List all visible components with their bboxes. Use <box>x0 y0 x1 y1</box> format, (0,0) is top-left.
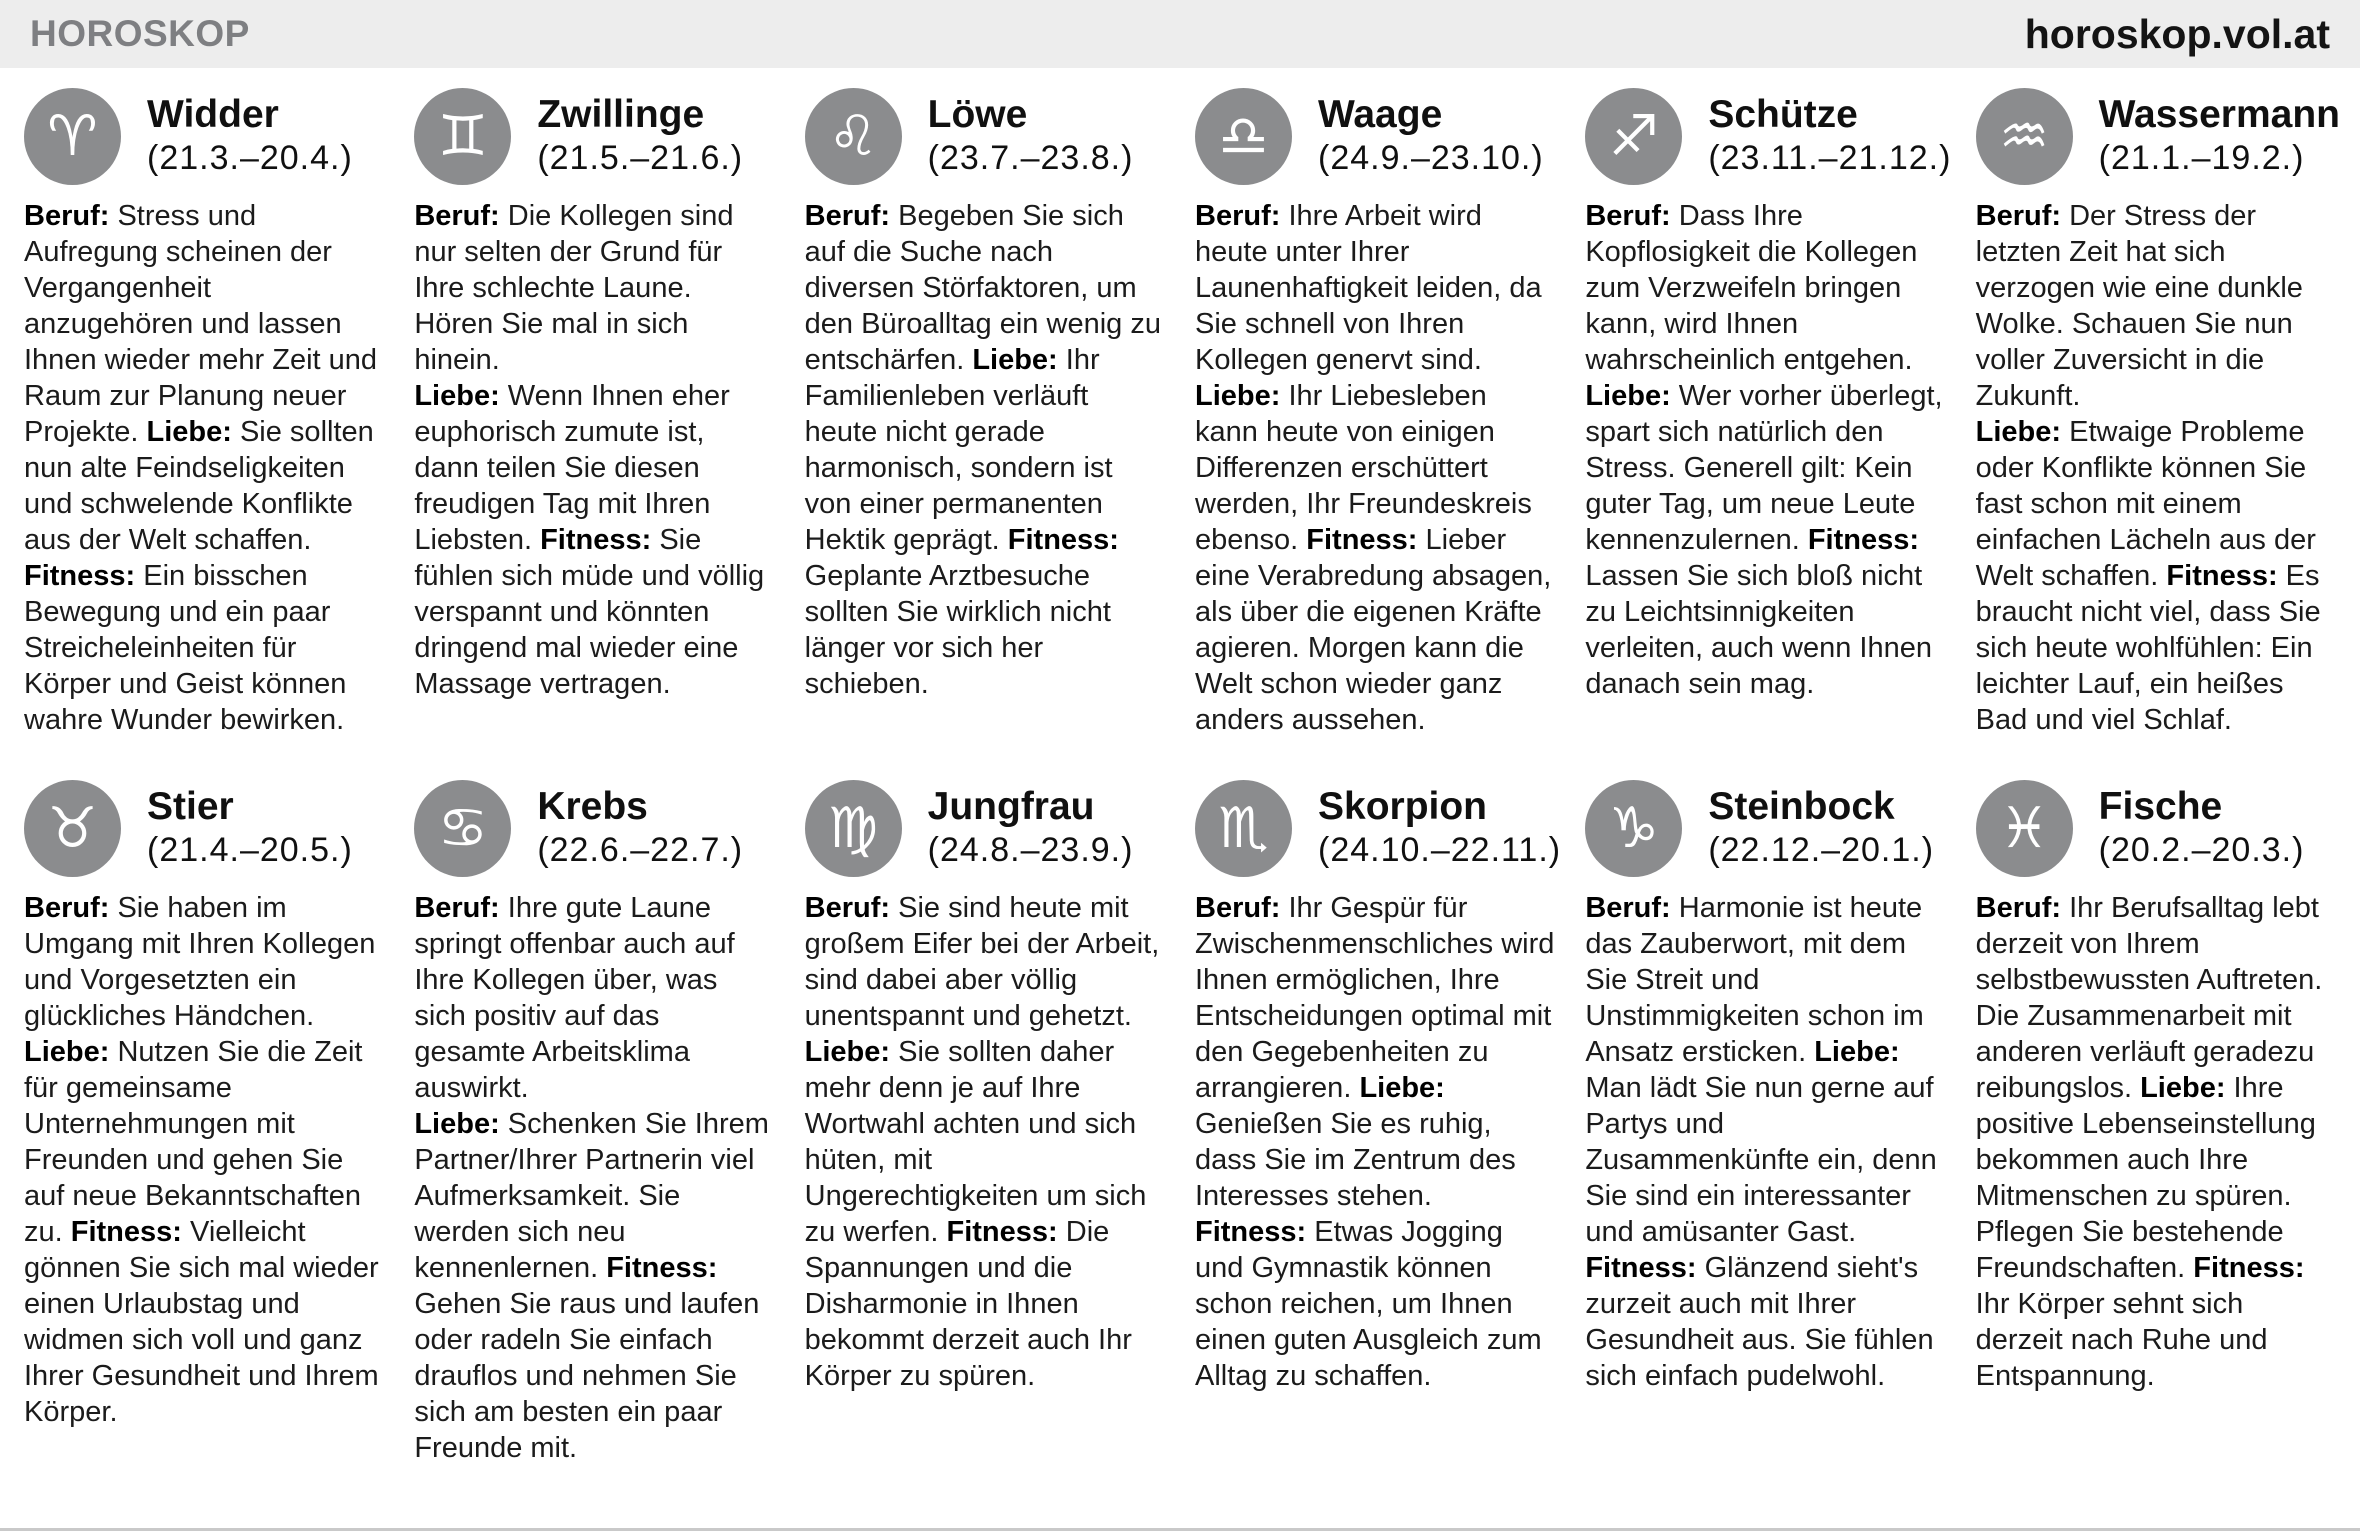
sign-name: Krebs <box>537 784 648 828</box>
sign-name: Skorpion <box>1318 784 1488 828</box>
masthead <box>0 0 2360 68</box>
sign-header <box>24 88 384 185</box>
zodiac-circle-icon <box>24 780 121 877</box>
aries-ram-icon: ♈ <box>47 103 98 169</box>
sign-body: Beruf: Harmonie ist heute das Zauberwort, mit dem Sie Streit und Unstimmigkeiten schon im Ansatz ersticken. Liebe: Man lädt Sie nun gerne auf Partys und Zusammenkünfte ein, denn Sie sind ein interessanter und amüsanter Gast. Fitness: Glänzend sieht's zurzeit auch mit Ihrer Gesundheit aus. Sie fühlen sich einfach pudelwohl. <box>1585 892 1937 1392</box>
taurus-bull-icon: ♉ <box>47 795 98 861</box>
sign-dates: (21.5.–21.6.) <box>537 138 744 177</box>
zodiac-circle-icon <box>414 780 511 877</box>
zodiac-circle-icon <box>24 88 121 185</box>
cancer-crab-icon: ♋ <box>437 795 488 861</box>
sign-body: Beruf: Dass Ihre Kopflosigkeit die Kollegen zum Verzweifeln bringen kann, wird Ihnen wahrscheinlich entgehen. Liebe: Wer vorher überlegt, spart sich natürlich den Stress. Generell gilt: Kein guter Tag, um neue Leute kennenzulernen. Fitness: Lassen Sie sich bloß nicht zu Leichtsinnigkeiten verleiten, auch wenn Ihnen danach sein mag. <box>1585 200 1943 700</box>
sign-header <box>1976 780 2336 877</box>
sign-header <box>805 88 1165 185</box>
sign-name: Widder <box>147 92 279 136</box>
sign-body: Beruf: Sie sind heute mit großem Eifer bei der Arbeit, sind dabei aber völlig unentspannt und gehetzt. Liebe: Sie sollten daher mehr denn je auf Ihre Wortwahl achten und sich hüten, mit Ungerechtigkeiten um sich zu werfen. Fitness: Die Spannungen und die Disharmonie in Ihnen bekommt derzeit auch Ihr Körper zu spüren. <box>804 892 1160 1392</box>
sign-body: Beruf: Ihre Arbeit wird heute unter Ihrer Launenhaftigkeit leiden, da Sie schnell von Ihren Kollegen genervt sind. Liebe: Ihr Liebesleben kann heute von einigen Differenzen erschüttert werden, Ihr Freundeskreis ebenso. Fitness: Lieber eine Verabredung absagen, als über die eigenen Kräfte agieren. Morgen kann die Welt schon wieder ganz anders aussehen. <box>1195 200 1552 736</box>
sign-card-fische <box>1976 780 2336 1466</box>
sign-header <box>414 780 774 877</box>
sign-dates: (21.1.–19.2.) <box>2098 138 2305 177</box>
zodiac-circle-icon <box>805 780 902 877</box>
sign-name: Steinbock <box>1708 784 1895 828</box>
sign-titles <box>928 786 1134 871</box>
site-url-text: horoskop.vol.at <box>2024 10 2330 57</box>
aquarius-waterjug-icon: ♒ <box>1999 103 2050 169</box>
sign-dates: (21.3.–20.4.) <box>147 138 353 177</box>
sign-card-wassermann <box>1975 88 2340 738</box>
sign-header <box>1195 780 1562 877</box>
sign-header <box>414 88 774 185</box>
sign-body: Beruf: Der Stress der letzten Zeit hat sich verzogen wie eine dunkle Wolke. Schauen Sie nun voller Zuversicht in die Zukunft. Liebe: Etwaige Probleme oder Konflikte können Sie fast schon mit einem einfachen Lächeln aus der Welt schaffen. Fitness: Es braucht nicht viel, dass Sie sich heute wohlfühlen: Ein leichter Lauf, ein heißes Bad und viel Schlaf. <box>1975 200 2321 736</box>
libra-scales-icon: ♎ <box>1218 103 1269 169</box>
pisces-fishes-icon: ♓ <box>1999 795 2050 861</box>
sign-body: Beruf: Sie haben im Umgang mit Ihren Kollegen und Vorgesetzten ein glückliches Händchen. Liebe: Nutzen Sie die Zeit für gemeinsame Unternehmungen mit Freunden und gehen Sie auf neue Bekanntschaften zu. Fitness: Vielleicht gönnen Sie sich mal wieder einen Urlaubstag und widmen sich voll und ganz Ihrer Gesundheit und Ihrem Körper. <box>24 892 379 1428</box>
sagittarius-bow-icon: ♐ <box>1608 103 1659 169</box>
sign-card-steinbock <box>1585 780 1945 1466</box>
sign-card-waage <box>1195 88 1555 738</box>
sign-name: Wassermann <box>2098 92 2340 136</box>
sign-titles <box>537 786 743 871</box>
sign-card-stier <box>24 780 384 1466</box>
sign-header <box>1585 780 1945 877</box>
sign-name: Schütze <box>1708 92 1858 136</box>
sign-dates: (23.11.–21.12.) <box>1708 138 1952 177</box>
zodiac-circle-icon <box>1195 780 1292 877</box>
sign-header <box>805 780 1165 877</box>
sign-dates: (24.8.–23.9.) <box>927 830 1134 869</box>
sign-name: Waage <box>1318 92 1443 136</box>
sign-dates: (24.9.–23.10.) <box>1318 138 1544 177</box>
sign-card-loewe <box>805 88 1165 738</box>
gemini-twins-icon: ♊ <box>437 103 488 169</box>
sign-header <box>1585 88 1952 185</box>
zodiac-circle-icon <box>1976 780 2073 877</box>
sign-name: Stier <box>147 784 234 828</box>
sign-body: Beruf: Stress und Aufregung scheinen der Vergangenheit anzugehören und lassen Ihnen wieder mehr Zeit und Raum zur Planung neuer Projekte. Liebe: Sie sollten nun alte Feindseligkeiten und schwelende Konflikte aus der Welt schaffen. Fitness: Ein bisschen Bewegung und ein paar Streicheleinheiten für Körper und Geist können wahre Wunder bewirken. <box>24 200 378 736</box>
sign-titles <box>1708 92 1952 179</box>
sign-dates: (21.4.–20.5.) <box>147 830 353 869</box>
sign-card-jungfrau <box>805 780 1165 1466</box>
sign-name: Zwillinge <box>537 92 705 136</box>
sign-card-widder <box>24 88 384 738</box>
page-title: HOROSKOP <box>30 13 250 54</box>
sign-card-krebs <box>414 780 774 1466</box>
horoscope-grid <box>0 68 2360 1466</box>
sign-body: Beruf: Begeben Sie sich auf die Suche nach diversen Störfaktoren, um den Büroalltag ein wenig zu entschärfen. Liebe: Ihr Familienleben verläuft heute nicht gerade harmonisch, sondern ist von einer permanenten Hektik geprägt. Fitness: Geplante Arztbesuche sollten Sie wirklich nicht länger vor sich her schieben. <box>804 200 1161 700</box>
sign-header <box>24 780 384 877</box>
virgo-maiden-icon: ♍ <box>828 795 879 861</box>
sign-titles <box>2098 92 2340 179</box>
sign-titles <box>1318 784 1562 871</box>
zodiac-circle-icon <box>1195 88 1292 185</box>
sign-body: Beruf: Ihre gute Laune springt offenbar auch auf Ihre Kollegen über, was sich positiv auf das gesamte Arbeitsklima auswirkt. Liebe: Schenken Sie Ihrem Partner/Ihrer Partnerin viel Aufmerksamkeit. Sie werden sich neu kennenlernen. Fitness: Gehen Sie raus und laufen oder radeln Sie einfach drauflos und nehmen Sie sich am besten ein paar Freunde mit. <box>414 892 769 1464</box>
sign-body: Beruf: Ihr Gespür für Zwischenmenschliches wird Ihnen ermöglichen, Ihre Entscheidungen optimal mit den Gegebenheiten zu arrangieren. Liebe: Genießen Sie es ruhig, dass Sie im Zentrum des Interesses stehen. Fitness: Etwas Jogging und Gymnastik können schon reichen, um Ihnen einen guten Ausgleich zum Alltag zu schaffen. <box>1195 892 1555 1392</box>
zodiac-circle-icon <box>805 88 902 185</box>
sign-card-skorpion <box>1195 780 1562 1466</box>
sign-dates: (20.2.–20.3.) <box>2098 830 2305 869</box>
sign-name: Fische <box>2098 784 2223 828</box>
sign-body: Beruf: Ihr Berufsalltag lebt derzeit von Ihrem selbstbewussten Auftreten. Die Zusammenarbeit mit anderen verläuft geradezu reibungslos. Liebe: Ihre positive Lebenseinstellung bekommen auch Ihre Mitmenschen zu spüren. Pflegen Sie bestehende Freundschaften. Fitness: Ihr Körper sehnt sich derzeit nach Ruhe und Entspannung. <box>1975 892 2323 1392</box>
sign-dates: (23.7.–23.8.) <box>927 138 1134 177</box>
sign-titles <box>1318 94 1544 179</box>
sign-dates: (24.10.–22.11.) <box>1318 830 1562 869</box>
zodiac-circle-icon <box>1976 88 2073 185</box>
scorpio-scorpion-icon: ♏ <box>1218 795 1269 861</box>
sign-name: Jungfrau <box>927 784 1095 828</box>
leo-lion-icon: ♌ <box>828 103 879 169</box>
sign-header <box>1976 88 2340 185</box>
zodiac-circle-icon <box>1585 88 1682 185</box>
capricorn-goat-icon: ♑ <box>1608 795 1659 861</box>
sign-card-zwillinge <box>414 88 774 738</box>
sign-dates: (22.12.–20.1.) <box>1708 830 1935 869</box>
sign-titles <box>147 786 353 871</box>
sign-titles <box>2099 786 2305 871</box>
zodiac-circle-icon <box>414 88 511 185</box>
sign-titles <box>1708 786 1934 871</box>
sign-card-schuetze <box>1585 88 1952 738</box>
sign-name: Löwe <box>927 92 1028 136</box>
zodiac-circle-icon <box>1585 780 1682 877</box>
sign-body: Beruf: Die Kollegen sind nur selten der Grund für Ihre schlechte Laune. Hören Sie mal in sich hinein. Liebe: Wenn Ihnen eher euphorisch zumute ist, dann teilen Sie diesen freudigen Tag mit Ihren Liebsten. Fitness: Sie fühlen sich müde und völlig verspannt und könnten dringend mal wieder eine Massage vertragen. <box>414 200 765 700</box>
sign-titles <box>537 94 743 179</box>
sign-header <box>1195 88 1555 185</box>
sign-titles <box>928 94 1134 179</box>
sign-titles <box>147 94 353 179</box>
sign-dates: (22.6.–22.7.) <box>537 830 744 869</box>
